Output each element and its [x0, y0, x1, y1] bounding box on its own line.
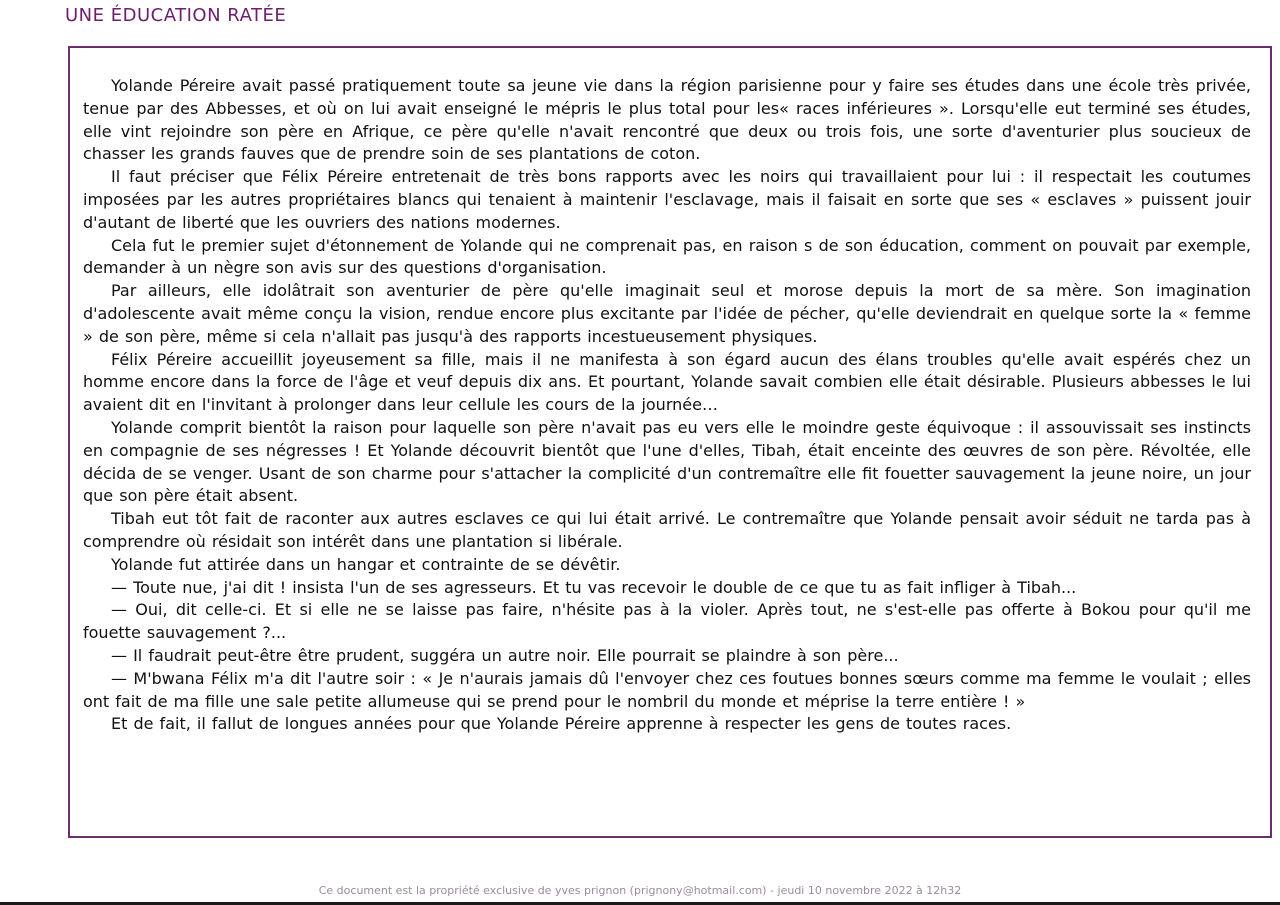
paragraph: — Toute nue, j'ai dit ! insista l'un de ses agresseurs. Et tu vas recevoir le double de ce que tu as fait infliger à Tibah... — [111, 577, 1077, 597]
paragraph: Et de fait, il fallut de longues années pour que Yolande Péreire apprenne à respecter les gens de toutes races. — [111, 714, 1012, 734]
paragraph: — Oui, dit celle-ci. Et si elle ne se laisse pas faire, n'hésite pas à la violer. Après tout, ne s'est-elle pas offerte à Bokou pour qu'il me fouette sauvagement ?... — [83, 600, 1251, 643]
paragraph: — M'bwana Félix m'a dit l'autre soir : « Je n'aurais jamais dû l'envoyer chez ces foutues bonnes sœurs comme ma femme le voulait ; elles ont fait de ma fille une sale petite allumeuse qui se prend pour le nombril du monde et méprise la terre entière ! » — [83, 668, 1251, 711]
paragraph: Yolande Péreire avait passé pratiquement toute sa jeune vie dans la région parisienne pour y faire ses études dans une école très privée, tenue par des Abbesses, et où on lui avait enseigné le mépris le plus total pour les« races inférieures ». Lorsqu'elle eut terminé ses études, elle vint rejoindre son père en Afrique, ce père qu'elle n'avait rencontré que deux ou trois fois, une sorte d'aventurier plus soucieux de chasser les grands fauves que de prendre soin de ses plantations de coton. — [83, 76, 1251, 164]
paragraph: Tibah eut tôt fait de raconter aux autres esclaves ce qui lui était arrivé. Le contremaître que Yolande pensait avoir séduit ne tarda pas à comprendre où résidait son intérêt dans une plantation si libérale. — [83, 509, 1251, 551]
paragraph: — Il faudrait peut-être être prudent, suggéra un autre noir. Elle pourrait se plaindre à son père... — [111, 645, 899, 665]
article-box — [68, 46, 1272, 838]
paragraph: Félix Péreire accueillit joyeusement sa fille, mais il ne manifesta à son égard aucun des élans troubles qu'elle avait espérés chez un homme encore dans la force de l'âge et veuf depuis dix ans. Et pourtant, Yolande savait combien elle était désirable. Plusieurs abbesses le lui avaient dit en l'invitant à prolonger dans leur cellule les cours de la journée… — [83, 349, 1251, 415]
paragraph: Cela fut le premier sujet d'étonnement de Yolande qui ne comprenait pas, en raison s de son éducation, comment on pouvait par exemple, demander à un nègre son avis sur des questions d'organisation. — [83, 235, 1251, 278]
paragraph: Par ailleurs, elle idolâtrait son aventurier de père qu'elle imaginait seul et morose depuis la mort de sa mère. Son imagination d'adolescente avait même conçu la vision, rendue encore plus excitante par l'idée de pécher, qu'elle deviendrait en quelque sorte la « femme » de son père, même si cela n'allait pas jusqu'à des rapports incestueusement physiques. — [83, 281, 1251, 346]
ownership-footer: Ce document est la propriété exclusive de yves prignon (prignony@hotmail.com) - jeudi 10 novembre 2022 à 12h32 — [318, 884, 962, 897]
paragraph: Il faut préciser que Félix Péreire entretenait de très bons rapports avec les noirs qui travaillaient pour lui : il respectait les coutumes imposées par les autres propriétaires blancs qui tenaient à maintenir l'esclavage, mais il faisait en sorte que ses « esclaves » puissent jouir d'autant de liberté que les ouvriers des nations modernes. — [83, 167, 1251, 232]
paragraph: Yolande fut attirée dans un hangar et contrainte de se dévêtir. — [111, 554, 621, 574]
page-title: UNE ÉDUCATION RATÉE — [65, 5, 287, 26]
paragraph: Yolande comprit bientôt la raison pour laquelle son père n'avait pas eu vers elle le moindre geste équivoque : il assouvissait ses instincts en compagnie de ses négresses ! Et Yolande découvrit bientôt que l'une d'elles, Tibah, était enceinte des œuvres de son père. Révoltée, elle décida de se venger. Usant de son charme pour s'attacher la complicité d'un contremaître elle fit fouetter sauvagement la jeune noire, un jour que son père était absent. — [83, 417, 1251, 506]
